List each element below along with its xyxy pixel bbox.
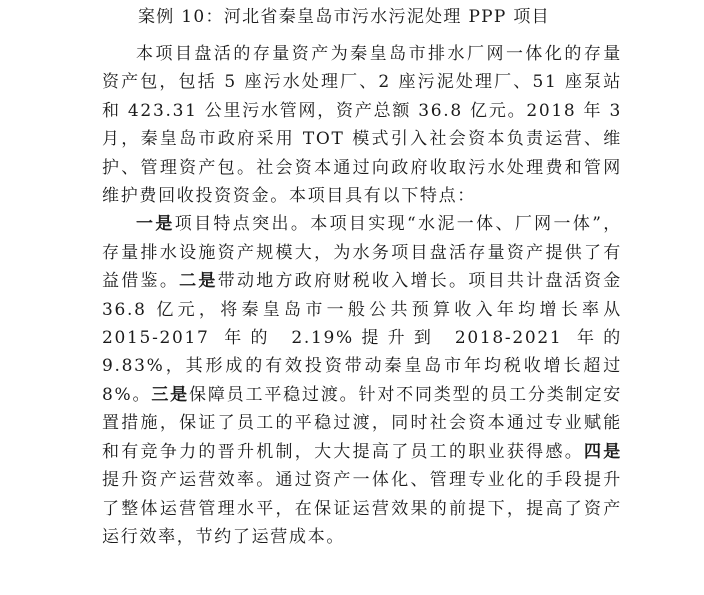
paragraph-intro [102,40,622,210]
feature-4-marker: 四是 [584,441,622,462]
feature-3-marker: 三是 [151,384,190,405]
feature-1-text: 项目特点突出。本项目实现“水泥一体、厂网一体”，存量排水设施资产规模大，为水务项目盘活存量资产提供了有益借鉴。 [102,214,622,292]
document-body [102,40,622,551]
feature-3-text: 保障员工平稳过渡。针对不同类型的员工分类制定安置措施，保证了员工的平稳过渡，同时社会资本通过专业赋能和有竞争力的晋升机制，大大提高了员工的职业获得感。 [102,384,622,462]
feature-2-text: 带动地方政府财税收入增长。项目共计盘活资金 36.8 亿元，将秦皇岛市一般公共预算收入年均增长率从 2015-2017 年的 2.19%提升到 2018-2021 年的 9.83%，其形成的有效投资带动秦皇岛市年均税收增长超过 8%。 [102,271,622,405]
feature-4-text: 提升资产运营效率。通过资产一体化、管理专业化的手段提升了整体运营管理水平，在保证运营效果的前提下，提高了资产运行效率，节约了运营成本。 [102,470,622,547]
feature-1-marker: 一是 [136,214,175,235]
intro-text: 本项目盘活的存量资产为秦皇岛市排水厂网一体化的存量资产包，包括 5 座污水处理厂、2 座污泥处理厂、51 座泵站和 423.31 公里污水管网，资产总额 36.8 亿元。2018 年 3 月，秦皇岛市政府采用 TOT 模式引入社会资本负责运营、维护、管理资产包。社会资本通过向政府收取污水处理费和管网维护费回收投资资金。本项目具有以下特点： [102,44,622,207]
case-title: 案例 10：河北省秦皇岛市污水污泥处理 PPP 项目 [138,7,550,27]
feature-2-marker: 二是 [179,271,218,292]
paragraph-features [102,210,622,551]
